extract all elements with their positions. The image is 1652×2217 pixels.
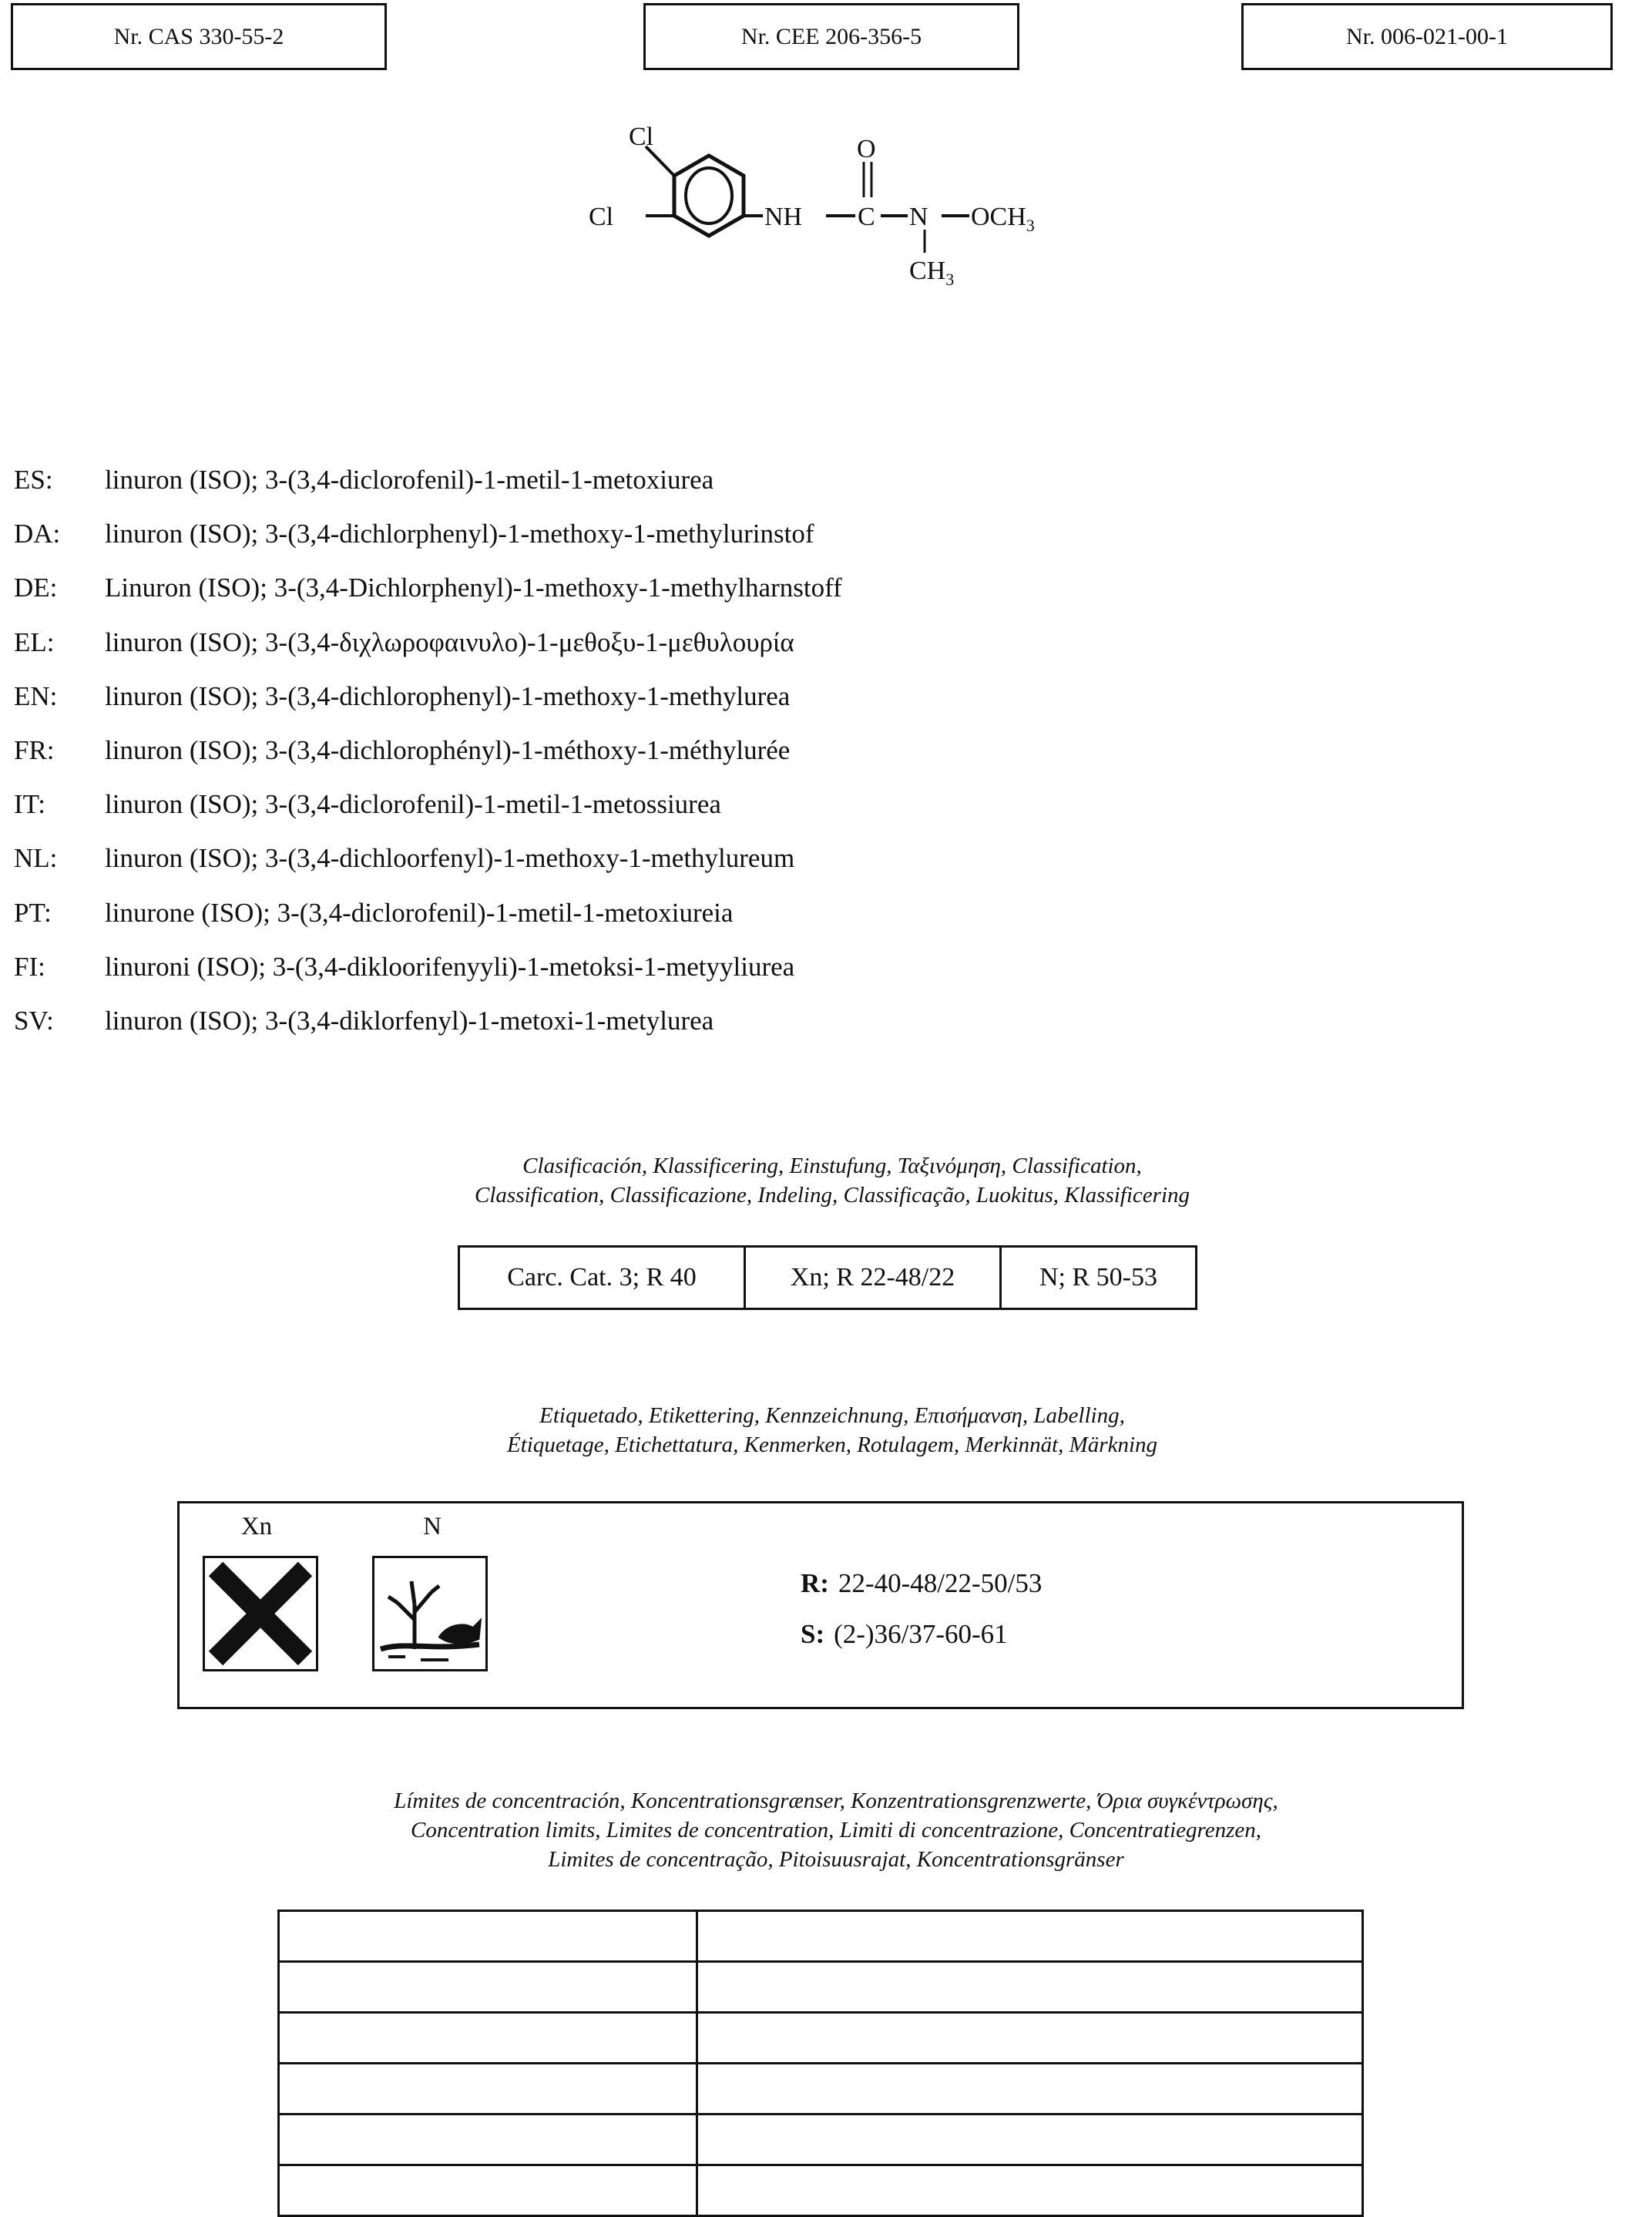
- table-row: [279, 2115, 1363, 2165]
- table-cell: [697, 2165, 1363, 2216]
- harmful-cross-icon: [203, 1556, 318, 1671]
- labelling-caption: Etiquetado, Etikettering, Kennzeichnung, Επισήμανση, Labelling, Étiquetage, Etichettatura, Kenmerken, Rotulagem, Merkinnät, Märkning: [506, 1403, 1158, 1457]
- chlorine-atom-left: Cl: [589, 203, 614, 231]
- name-row-pt: [14, 886, 842, 940]
- environment-dead-tree-fish-icon: [372, 1556, 488, 1671]
- nh-group: NH: [764, 203, 803, 231]
- language-code: FR:: [14, 735, 55, 766]
- table-cell: [279, 2064, 697, 2115]
- language-code: DA:: [14, 519, 61, 549]
- structural-formula: [570, 116, 1110, 308]
- table-cell: [697, 2013, 1363, 2064]
- table-cell: [697, 1962, 1363, 2013]
- cee-number-box: [643, 3, 1019, 70]
- name-row-fr: [14, 724, 842, 778]
- symbol-code-xn: Xn: [240, 1513, 273, 1540]
- language-code: IT:: [14, 789, 46, 820]
- name-row-en: [14, 670, 842, 724]
- chemical-name: linuron (ISO); 3-(3,4-diclorofenil)-1-metil-1-metoxiurea: [105, 465, 714, 495]
- table-row: [279, 2064, 1363, 2115]
- carbonyl-carbon: C: [858, 203, 875, 231]
- table-row: [279, 2165, 1363, 2216]
- table-row: [279, 1962, 1363, 2013]
- carbonyl-oxygen: O: [857, 135, 876, 163]
- cas-number-box: [11, 3, 387, 70]
- classification-cell-carc: Carc. Cat. 3; R 40: [507, 1263, 697, 1292]
- language-code: DE:: [14, 573, 58, 603]
- classification-caption: Clasificación, Klassificering, Einstufung, Ταξινόμηση, Classification, Classification, Classificazione, Indeling, Classificação, Luokitus, Klassificering: [474, 1154, 1190, 1208]
- table-cell: [697, 2115, 1363, 2165]
- table-row: [279, 2013, 1363, 2064]
- language-code: FI:: [14, 951, 45, 982]
- chemical-name: linuron (ISO); 3-(3,4-dichlorphenyl)-1-methoxy-1-methylurinstof: [105, 519, 814, 549]
- index-number-box: [1241, 3, 1613, 70]
- table-cell: [279, 1962, 697, 2013]
- chemical-name: linuron (ISO); 3-(3,4-diclorofenil)-1-metil-1-metossiurea: [105, 789, 721, 820]
- name-row-el: [14, 616, 842, 670]
- chemical-name: linuron (ISO); 3-(3,4-diklorfenyl)-1-metoxi-1-metylurea: [105, 1005, 714, 1036]
- table-cell: [697, 1911, 1363, 1962]
- concentration-limits-caption: Límites de concentración, Koncentrationsgrænser, Konzentrationsgrenzwerte, Όρια συγκέντρωσης, Concentration limits, Limites de concentration, Limiti di concentrazione, Concentratiegrenzen, Limites de concentração, Pitoisuusrajat, Koncentrationsgränser: [394, 1789, 1278, 1872]
- table-cell: [279, 1911, 697, 1962]
- chemical-name: linuron (ISO); 3-(3,4-dichloorfenyl)-1-methoxy-1-methylureum: [105, 843, 795, 874]
- safety-phrases: S: (2-)36/37-60-61: [801, 1619, 1008, 1649]
- chemical-names-list: [14, 453, 842, 1048]
- nitrogen-atom: N: [909, 203, 928, 231]
- name-row-es: [14, 453, 842, 507]
- chemical-name: linuron (ISO); 3-(3,4-διχλωροφαινυλο)-1-μεθοξυ-1-μεθυλουρία: [105, 626, 794, 657]
- language-code: EN:: [14, 680, 58, 711]
- classification-table: [458, 1245, 1197, 1310]
- classification-cell-xn: Xn; R 22-48/22: [744, 1248, 999, 1308]
- language-code: SV:: [14, 1005, 54, 1036]
- chemical-name: linurone (ISO); 3-(3,4-diclorofenil)-1-metil-1-metoxiureia: [105, 897, 734, 928]
- cas-number: Nr. CAS 330-55-2: [113, 23, 284, 49]
- table-cell: [697, 2064, 1363, 2115]
- chemical-name: linuron (ISO); 3-(3,4-dichlorophényl)-1-méthoxy-1-méthylurée: [105, 735, 791, 766]
- language-code: NL:: [14, 843, 58, 874]
- table-cell: [279, 2013, 697, 2064]
- risk-phrases: R: 22-40-48/22-50/53: [801, 1568, 1043, 1598]
- name-row-nl: [14, 831, 842, 885]
- methyl-group: $CH_3$: [909, 257, 955, 289]
- chemical-name: linuron (ISO); 3-(3,4-dichlorophenyl)-1-methoxy-1-methylurea: [105, 680, 791, 711]
- chemical-name: linuroni (ISO); 3-(3,4-dikloorifenyyli)-1-metoksi-1-metyyliurea: [105, 951, 795, 982]
- name-row-da: [14, 507, 842, 561]
- name-row-it: [14, 778, 842, 831]
- name-row-fi: [14, 940, 842, 994]
- table-cell: [279, 2115, 697, 2165]
- table-cell: [279, 2165, 697, 2216]
- methoxy-group: $OCH_3$: [971, 203, 1035, 235]
- chlorine-atom-top: Cl: [629, 123, 654, 151]
- index-number: Nr. 006-021-00-1: [1346, 23, 1508, 49]
- concentration-limits-table: [277, 1910, 1364, 2217]
- language-code: EL:: [14, 626, 55, 657]
- labelling-box: [177, 1501, 1464, 1709]
- name-row-de: [14, 561, 842, 615]
- chemical-name: Linuron (ISO); 3-(3,4-Dichlorphenyl)-1-methoxy-1-methylharnstoff: [105, 573, 842, 603]
- language-code: ES:: [14, 465, 53, 495]
- symbol-code-n: N: [423, 1513, 442, 1540]
- cee-number: Nr. CEE 206-356-5: [740, 23, 922, 49]
- name-row-sv: [14, 994, 842, 1048]
- language-code: PT:: [14, 897, 52, 928]
- classification-cell-n: N; R 50-53: [999, 1248, 1195, 1308]
- table-row: [279, 1911, 1363, 1962]
